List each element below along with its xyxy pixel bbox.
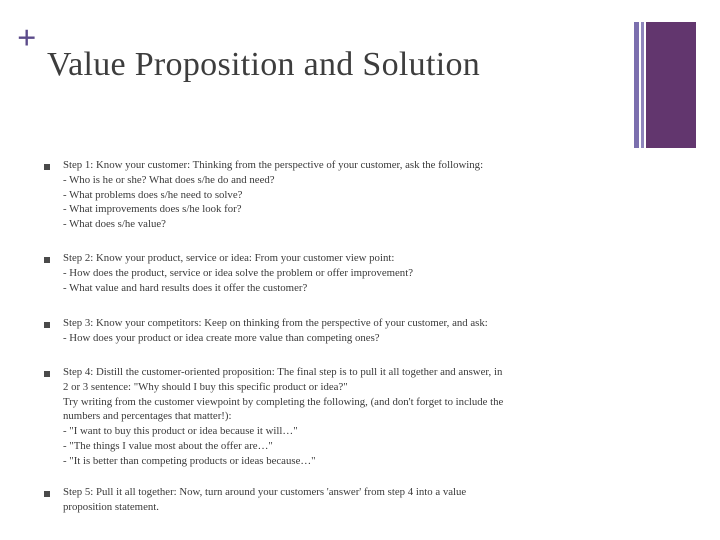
step-line xyxy=(63,316,488,331)
step-line: - How does the product, service or idea solve the problem or offer improvement? xyxy=(63,266,413,279)
step-line: proposition statement. xyxy=(63,500,159,513)
step-item xyxy=(44,251,413,295)
step-item xyxy=(44,365,503,469)
step-line: numbers and percentages that matter!): xyxy=(63,410,232,423)
step-line: - What value and hard results does it offer the customer? xyxy=(63,281,308,294)
step-line: Try writing from the customer viewpoint by completing the following, (and don't forget to include the xyxy=(63,395,504,408)
step-line-text: : Distill the customer-oriented proposition: The final step is to pull it all together and answer, in xyxy=(90,366,503,378)
step-line: - "It is better than competing products or ideas because…" xyxy=(63,454,316,467)
accent-bar-thin xyxy=(634,22,639,148)
step-line xyxy=(63,485,466,500)
step-text xyxy=(63,251,413,295)
step-label: Step 3 xyxy=(63,317,91,329)
accent-bar-thinner xyxy=(641,22,644,148)
bullet-icon xyxy=(44,322,50,328)
step-line: 2 or 3 sentence: "Why should I buy this specific product or idea?" xyxy=(63,380,348,393)
step-line: - "The things I value most about the offer are…" xyxy=(63,439,273,452)
bullet-icon xyxy=(44,164,50,170)
step-label: Step 2 xyxy=(63,252,91,264)
plus-icon: + xyxy=(17,20,37,57)
bullet-icon xyxy=(44,371,50,377)
step-line: - What does s/he value? xyxy=(63,218,166,231)
step-label: Step 4 xyxy=(63,366,91,378)
step-line xyxy=(63,251,413,266)
step-line-text: : Pull it all together: Now, turn around your customers 'answer' from step 4 into a value xyxy=(90,486,467,498)
step-line: - What problems does s/he need to solve? xyxy=(63,188,243,201)
step-item xyxy=(44,485,466,515)
step-line: - How does your product or idea create more value than competing ones? xyxy=(63,331,380,344)
accent-block xyxy=(646,22,696,148)
step-text xyxy=(63,158,483,232)
step-line: - Who is he or she? What does s/he do and need? xyxy=(63,173,275,186)
step-line-text: : Know your product, service or idea: From your customer view point: xyxy=(90,252,395,264)
step-item xyxy=(44,158,483,232)
step-text xyxy=(63,485,466,515)
step-line-text: : Know your competitors: Keep on thinking from the perspective of your customer, and ask: xyxy=(90,317,488,329)
slide-title: Value Proposition and Solution xyxy=(47,46,481,83)
step-label: Step 5 xyxy=(63,486,91,498)
step-label: Step 1 xyxy=(63,159,91,171)
step-line: - What improvements does s/he look for? xyxy=(63,203,242,216)
step-text xyxy=(63,365,503,469)
bullet-icon xyxy=(44,257,50,263)
step-line xyxy=(63,365,503,380)
step-item xyxy=(44,316,488,346)
step-line-text: : Know your customer: Thinking from the perspective of your customer, ask the following: xyxy=(90,159,484,171)
step-line: - "I want to buy this product or idea because it will…" xyxy=(63,425,298,438)
step-text xyxy=(63,316,488,346)
bullet-icon xyxy=(44,491,50,497)
step-line xyxy=(63,158,483,173)
